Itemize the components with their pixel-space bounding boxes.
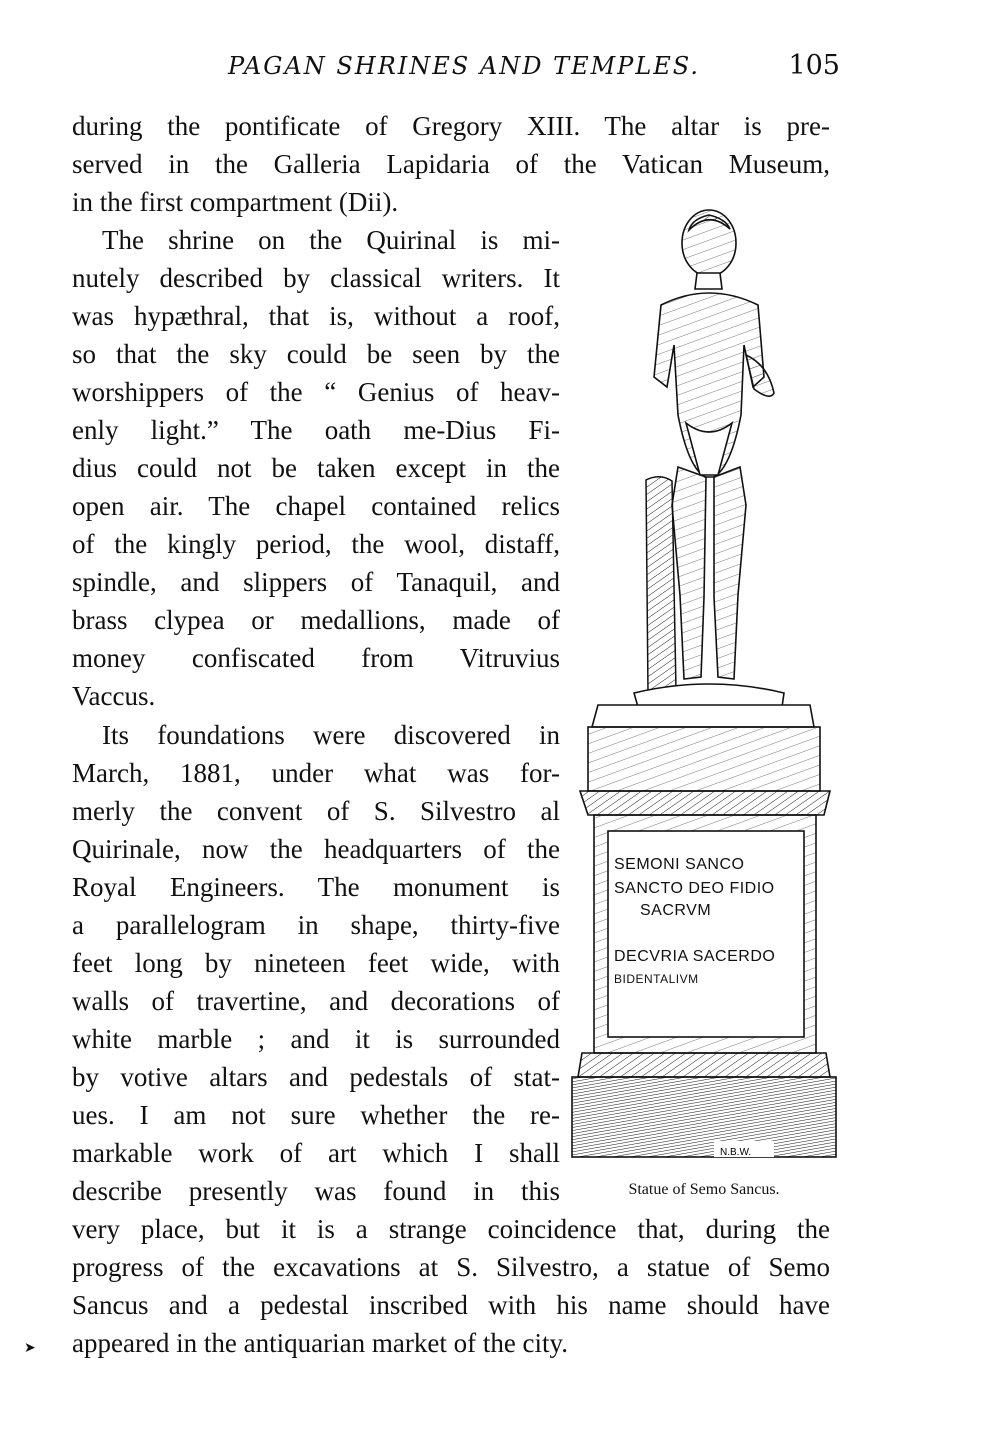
text-line: money confiscated from Vitruvius [72,643,560,673]
text-line: ues. I am not sure whether the re- [72,1100,560,1130]
text-line: white marble ; and it is surrounded [72,1024,560,1054]
inscription-line: SACRVM [640,902,712,919]
text-line: merly the convent of S. Silvestro al [72,796,560,826]
page-number: 105 [788,50,840,81]
statue-illustration [568,205,840,1170]
text-line: March, 1881, under what was for- [72,758,560,788]
text-line: a parallelogram in shape, thirty-five [72,910,560,940]
text-line: was hypæthral, that is, without a roof, [72,301,560,331]
text-line: so that the sky could be seen by the [72,339,560,369]
margin-mark: ➤ [24,1340,36,1356]
text-line: Sancus and a pedestal inscribed with his name should have [72,1290,830,1320]
text-line: by votive altars and pedestals of stat- [72,1062,560,1092]
tree-stump-support [646,477,676,693]
text-line: dius could not be taken except in the [72,453,560,483]
text-line: markable work of art which I shall [72,1138,560,1168]
text-line: during the pontificate of Gregory XIII. The altar is pre- [72,111,830,141]
text-line: Royal Engineers. The monument is [72,872,560,902]
text-line: in the first compartment (Dii). [72,187,399,217]
text-line: nutely described by classical writers. It [72,263,560,293]
statue-drawing [568,205,840,1170]
text-line: Vaccus. [72,681,156,711]
text-line: of the kingly period, the wool, distaff, [72,529,560,559]
text-line: progress of the excavations at S. Silvestro, a statue of Semo [72,1252,830,1282]
text-line: walls of travertine, and decorations of [72,986,560,1016]
inscription-line: BIDENTALIVM [614,972,699,986]
inscription-line: SEMONI SANCO [614,856,745,873]
text-line: open air. The chapel contained relics [72,491,560,521]
text-line: enly light.” The oath me-Dius Fi- [72,415,560,445]
text-line: brass clypea or medallions, made of [72,605,560,635]
text-line: served in the Galleria Lapidaria of the Vatican Museum, [72,149,830,179]
running-title: PAGAN SHRINES AND TEMPLES. [227,52,700,80]
figure-caption: Statue of Semo Sancus. [628,1181,780,1198]
inscription-line: DECVRIA SACERDO [614,948,776,965]
pedestal [572,705,836,1157]
text-line: spindle, and slippers of Tanaquil, and [72,567,560,597]
text-line: Its foundations were discovered in [102,720,560,750]
text-line: describe presently was found in this [72,1176,560,1206]
text-line: The shrine on the Quirinal is mi- [102,225,560,255]
inscription-line: SANCTO DEO FIDIO [614,880,775,897]
text-line: appeared in the antiquarian market of the city. [72,1328,569,1358]
text-line: Quirinale, now the headquarters of the [72,834,560,864]
text-line: feet long by nineteen feet wide, with [72,948,560,978]
engraver-signature: N.B.W. [720,1147,752,1158]
text-line: very place, but it is a strange coincidence that, during the [72,1214,830,1244]
page-header [200,52,840,92]
text-line: worshippers of the “ Genius of heav- [72,377,560,407]
